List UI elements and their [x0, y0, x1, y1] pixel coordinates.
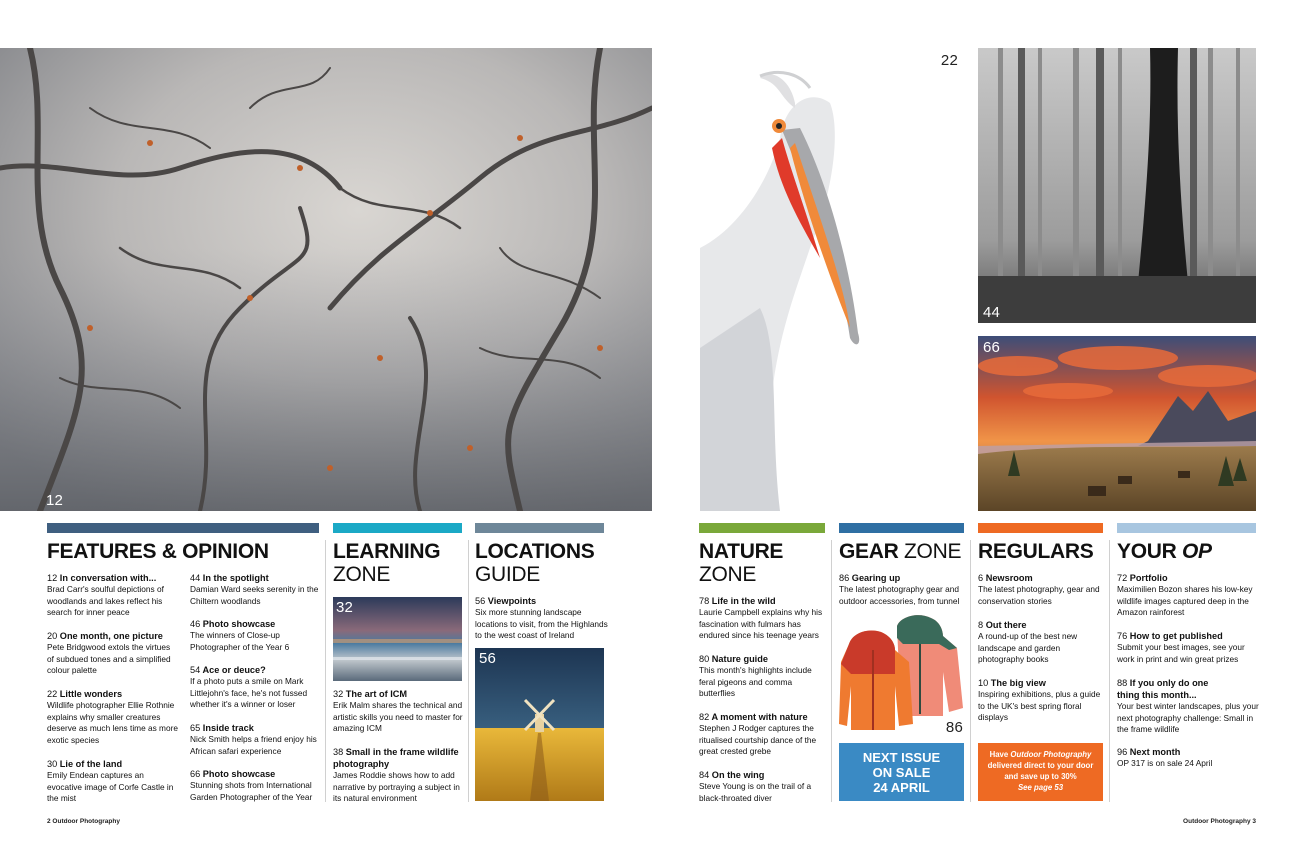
- folio-right: Outdoor Photography 3: [1183, 818, 1256, 825]
- toc-entry[interactable]: 56 Viewpoints Six more stunning landscape locations to visit, from the Highlands to the west coast of Ireland: [475, 596, 608, 641]
- pelican-photo: [700, 48, 966, 511]
- nature-title: [699, 540, 783, 586]
- your-op-title-plain: YOUR: [1117, 540, 1183, 563]
- subscribe-line-3: and save up to 30%: [1004, 772, 1077, 781]
- divider: [325, 540, 326, 802]
- hero-image: [0, 48, 652, 511]
- hero-photo-misty-forest: [0, 48, 652, 511]
- promo-line-2: ON SALE: [872, 765, 931, 780]
- toc-entry[interactable]: 20 One month, one picture Pete Bridgwood extols the virtues of subdued tones and a simplified colour palette: [47, 631, 171, 676]
- locations-title-bold: LOCATIONS: [475, 540, 595, 563]
- page-ref-hero: 12: [46, 492, 64, 509]
- toc-entry[interactable]: 86 Gearing up The latest photography gear and outdoor accessories, from tunnel: [839, 573, 960, 606]
- page-ref-forest: 44: [983, 304, 1001, 321]
- toc-entry[interactable]: 76 How to get published Submit your best images, see your work in print and win great prizes: [1117, 631, 1245, 664]
- toc-entry[interactable]: 46 Photo showcase The winners of Close-up Photographer of the Year 6: [190, 619, 290, 652]
- divider: [1109, 540, 1110, 802]
- page-ref-pelican: 22: [940, 52, 958, 69]
- regulars-bar: [978, 523, 1103, 533]
- gear-title-bold: GEAR: [839, 540, 899, 563]
- divider: [970, 540, 971, 802]
- nature-title-bold: NATURE: [699, 540, 784, 563]
- toc-entry[interactable]: 22 Little wonders Wildlife photographer Ellie Rothnie explains why smaller creatures deserve as much lens time as more exotic species: [47, 689, 178, 745]
- toc-entry[interactable]: 78 Life in the wild Laurie Campbell explains why his fascination with fulmars has endured since his teenage years: [699, 596, 823, 641]
- windmill-photo: [475, 648, 604, 801]
- your-op-bar: [1117, 523, 1256, 533]
- toc-entry[interactable]: 80 Nature guide This month's highlights include feral pigeons and comma butterflies: [699, 654, 812, 699]
- foggy-forest-photo: [978, 48, 1256, 323]
- toc-entry[interactable]: 65 Inside track Nick Smith helps a friend enjoy his African safari experience: [190, 723, 317, 756]
- next-issue-promo[interactable]: [839, 743, 964, 801]
- locations-title-light: GUIDE: [475, 563, 541, 586]
- folio-left: 2 Outdoor Photography: [47, 818, 120, 825]
- jackets-photo: [839, 608, 965, 736]
- icm-photo: [333, 597, 462, 681]
- windmill-image: [475, 648, 604, 801]
- locations-title: [475, 540, 594, 586]
- promo-line-1: NEXT ISSUE: [862, 750, 941, 765]
- toc-entry[interactable]: 66 Photo showcase Stunning shots from International Garden Photographer of the Year: [190, 769, 313, 802]
- toc-entry[interactable]: 10 The big view Inspiring exhibitions, plus a guide to the UK's best spring floral displays: [978, 678, 1101, 723]
- toc-entry[interactable]: 88 If you only do one thing this month... Your best winter landscapes, plus your next photography challenge: Small in the frame wildlife: [1117, 678, 1259, 735]
- subscribe-promo[interactable]: [978, 743, 1103, 801]
- promo-line-3: 24 APRIL: [873, 780, 930, 795]
- toc-entry[interactable]: 96 Next month OP 317 is on sale 24 April: [1117, 747, 1213, 768]
- your-op-title: [1117, 540, 1212, 563]
- nature-title-light: ZONE: [699, 563, 757, 586]
- page-ref-jackets: 86: [945, 719, 963, 736]
- nature-bar: [699, 523, 825, 533]
- features-title: FEATURES & OPINION: [47, 540, 269, 563]
- subscribe-line-4: See page 53: [1017, 783, 1064, 792]
- toc-entry[interactable]: 6 Newsroom The latest photography, gear and conservation stories: [978, 573, 1100, 606]
- gear-title: [839, 540, 961, 563]
- divider: [831, 540, 832, 802]
- jackets-image: [839, 608, 965, 736]
- toc-entry[interactable]: 84 On the wing Steve Young is on the trail of a black-throated diver: [699, 770, 812, 803]
- sunset-mountains-photo: [978, 336, 1256, 511]
- toc-entry[interactable]: 30 Lie of the land Emily Endean captures an evocative image of Corfe Castle in the mist: [47, 759, 174, 804]
- regulars-title: REGULARS: [978, 540, 1094, 563]
- page-ref-sunset: 66: [983, 339, 1001, 356]
- forest-image: [978, 48, 1256, 323]
- toc-entry[interactable]: 82 A moment with nature Stephen J Rodger captures the ritualised courtship dance of the great crested grebe: [699, 712, 817, 757]
- toc-entry[interactable]: 12 In conversation with... Brad Carr's soulful depictions of woodlands and lakes reflect his search for inner peace: [47, 573, 164, 618]
- learning-title-light: ZONE: [333, 563, 391, 586]
- features-bar: [47, 523, 319, 533]
- locations-bar: [475, 523, 604, 533]
- gear-title-light: ZONE: [904, 540, 962, 563]
- page-ref-icm: 32: [336, 599, 354, 616]
- page-ref-windmill: 56: [479, 650, 497, 667]
- subscribe-line-1: Have Outdoor Photography: [989, 750, 1092, 759]
- toc-entry[interactable]: 54 Ace or deuce? If a photo puts a smile on Mark Littlejohn's face, he's not fussed whether it's a winner or loser: [190, 665, 308, 710]
- sunset-image: [978, 336, 1256, 511]
- divider: [468, 540, 469, 802]
- your-op-title-italic: OP: [1182, 540, 1212, 563]
- toc-entry[interactable]: 8 Out there A round-up of the best new landscape and garden photography books: [978, 620, 1078, 665]
- learning-title: [333, 540, 440, 586]
- gear-bar: [839, 523, 964, 533]
- toc-entry[interactable]: 38 Small in the frame wildlife photography James Roddie shows how to add narrative by portraying a subject in its natural environment: [333, 747, 460, 804]
- subscribe-line-2: delivered direct to your door: [987, 761, 1094, 770]
- toc-entry[interactable]: 32 The art of ICM Erik Malm shares the technical and artistic skills you need to master for amazing ICM: [333, 689, 463, 734]
- toc-entry[interactable]: 72 Portfolio Maximilien Bozon shares his low-key wildlife images captured deep in the Amazon rainforest: [1117, 573, 1253, 618]
- pelican-image: [700, 48, 966, 511]
- learning-bar: [333, 523, 462, 533]
- toc-entry[interactable]: 44 In the spotlight Damian Ward seeks serenity in the Chiltern woodlands: [190, 573, 319, 606]
- learning-title-bold: LEARNING: [333, 540, 441, 563]
